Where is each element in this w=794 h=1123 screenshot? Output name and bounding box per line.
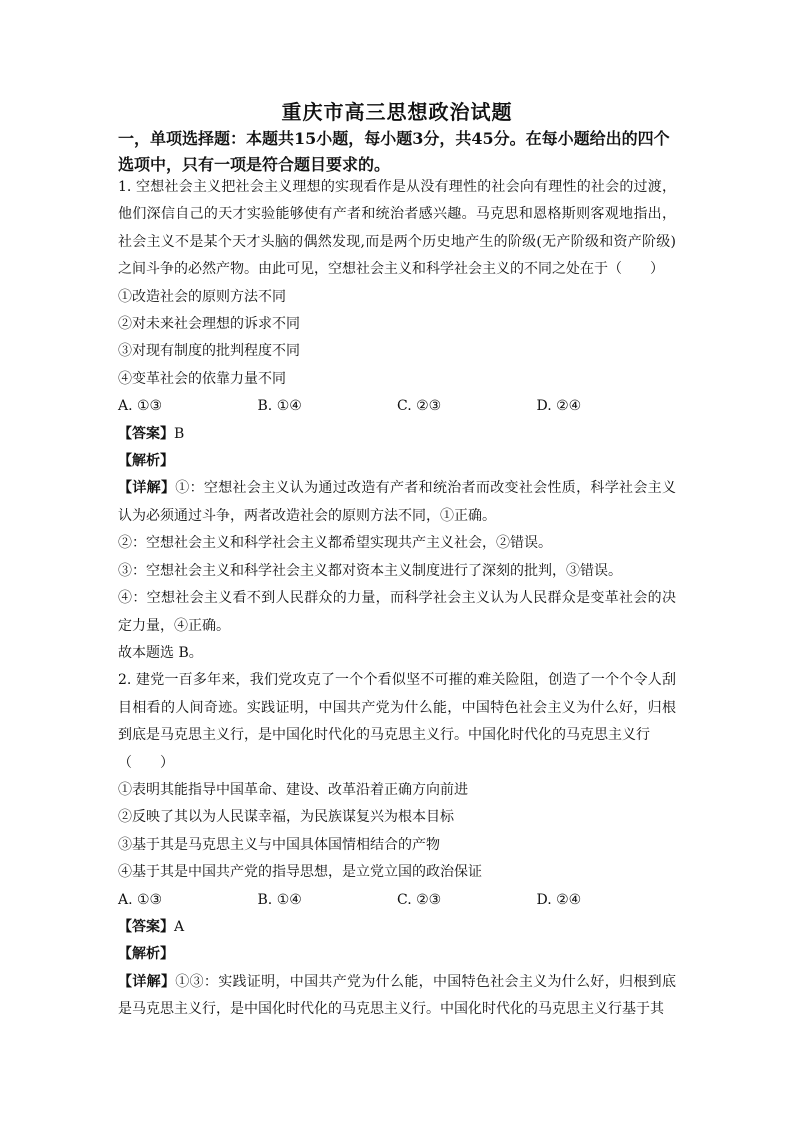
q1-option-b: B. ①④	[257, 398, 302, 415]
q1-item-2: ②对未来社会理想的诉求不同	[118, 316, 300, 333]
q1-item-1: ①改造社会的原则方法不同	[118, 288, 286, 305]
q1-option-a: A. ①③	[118, 398, 163, 415]
question-2-stem: 2. 建党一百多年来，我们党攻克了一个个看似坚不可摧的难关险阻，创造了一个个令人刮目相看的人间奇迹。实践证明，中国共产党为什么能，中国特色社会主义为什么好，归根到底是马克思主义行，是中国化时代化的马克思主义行。中国化时代化的马克思主义行	[118, 672, 676, 744]
q1-answer	[118, 421, 676, 448]
q2-item-2: ②反映了其以为人民谋幸福，为民族谋复兴为根本目标	[118, 809, 454, 826]
answer-label: 【答案】	[118, 918, 174, 935]
q1-conclusion: 故本题选 B。	[118, 644, 203, 661]
q2-item-4: ④基于其是中国共产党的指导思想，是立党立国的政治保证	[118, 864, 482, 881]
q1-detail-4: ④：空想社会主义看不到人民群众的力量，而科学社会主义认为人民群众是变革社会的决定力量，④正确。	[118, 590, 676, 634]
q2-detail-1	[118, 969, 676, 1024]
detail-label: 【详解】	[118, 973, 176, 990]
detail-text: ①③：实践证明，中国共产党为什么能，中国特色社会主义为什么好，归根到底是马克思主义行，是中国化时代化的马克思主义行。中国化时代化的马克思主义行基于其	[118, 973, 677, 1018]
q1-option-c: C. ②③	[397, 398, 442, 415]
q2-option-a: A. ①③	[118, 891, 163, 908]
q1-detail-1	[118, 475, 676, 530]
answer-value: A	[174, 918, 185, 935]
question-1-stem: 1. 空想社会主义把社会主义理想的实现看作是从没有理性的社会向有理性的社会的过渡，他们深信自己的天才实验能够使有产者和统治者感兴趣。马克思和恩格斯则客观地指出，社会主义不是某个天才头脑的偶然发现,而是两个历史地产生的阶级(无产阶级和资产阶级)之间斗争的必然产物。由此可见，空想社会主义和科学社会主义的不同之处在于（ ）	[118, 179, 676, 278]
question-body	[118, 174, 676, 1024]
q2-option-c: C. ②③	[397, 891, 442, 908]
section-header: 一，单项选择题：本题共15小题，每小题3分，共45分。在每小题给出的四个选项中，只有一项是符合题目要求的。	[118, 129, 670, 174]
q2-analysis-label: 【解析】	[118, 946, 174, 963]
q2-item-3: ③基于其是马克思主义与中国具体国情相结合的产物	[118, 836, 440, 853]
q1-analysis-label: 【解析】	[118, 453, 174, 470]
q2-blank: （ ）	[118, 754, 174, 771]
detail-text: ①：空想社会主义认为通过改造有产者和统治者而改变社会性质，科学社会主义认为必须通过斗争，两者改造社会的原则方法不同，①正确。	[118, 480, 677, 524]
q2-item-1: ①表明其能指导中国革命、建设、改革沿着正确方向前进	[118, 781, 468, 798]
q2-answer	[118, 914, 676, 941]
q2-options	[118, 887, 676, 914]
q1-detail-2: ②：空想社会主义和科学社会主义都希望实现共产主义社会，②错误。	[118, 535, 552, 552]
q1-item-3: ③对现有制度的批判程度不同	[118, 343, 300, 360]
q2-option-d: D. ②④	[536, 891, 582, 908]
q1-options	[118, 393, 676, 420]
q1-option-d: D. ②④	[536, 398, 582, 415]
page-title: 重庆市高三思想政治试题	[281, 100, 513, 124]
detail-label: 【详解】	[118, 480, 176, 497]
q1-item-4: ④变革社会的依靠力量不同	[118, 370, 286, 387]
q1-detail-3: ③：空想社会主义和科学社会主义都对资本主义制度进行了深刻的批判，③错误。	[118, 562, 622, 579]
q2-option-b: B. ①④	[257, 891, 302, 908]
answer-value: B	[174, 425, 185, 442]
answer-label: 【答案】	[118, 425, 174, 442]
